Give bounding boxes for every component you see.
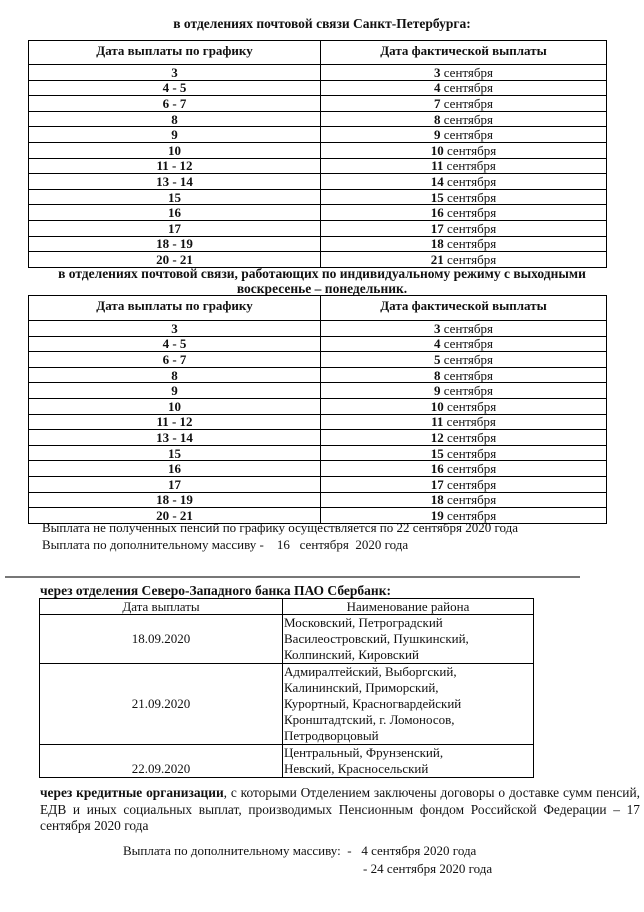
actual-date-cell <box>321 189 607 205</box>
actual-day: 8 <box>434 111 441 127</box>
table-row <box>40 664 534 745</box>
actual-day: 3 <box>434 320 441 336</box>
table-row <box>29 352 607 368</box>
actual-day: 15 <box>430 445 444 461</box>
scheduled-date-cell: 20 - 21 <box>29 252 321 268</box>
actual-month: сентября <box>447 205 497 221</box>
actual-day: 18 <box>430 492 444 508</box>
table-row <box>29 220 607 236</box>
header-payment-date: Дата выплаты <box>40 599 283 615</box>
actual-date-cell <box>321 414 607 430</box>
actual-month: сентября <box>447 445 497 461</box>
actual-date-cell <box>321 220 607 236</box>
actual-date-cell <box>321 352 607 368</box>
actual-day: 16 <box>430 461 444 477</box>
table-row <box>29 205 607 221</box>
scheduled-date-cell: 8 <box>29 367 321 383</box>
payment-date-cell: 18.09.2020 <box>40 615 283 664</box>
scheduled-date-cell: 15 <box>29 189 321 205</box>
actual-day: 4 <box>434 80 441 96</box>
actual-day: 12 <box>430 429 444 445</box>
actual-date-cell <box>321 158 607 174</box>
actual-date-cell <box>321 445 607 461</box>
actual-month: сентября <box>443 351 493 367</box>
actual-month: сентября <box>446 158 496 174</box>
table-row <box>29 398 607 414</box>
table-row <box>29 476 607 492</box>
actual-day: 11 <box>431 414 444 430</box>
header-actual-date: Дата фактической выплаты <box>321 41 607 65</box>
actual-date-cell <box>321 383 607 399</box>
table-row <box>29 321 607 337</box>
actual-month: сентября <box>447 142 497 158</box>
table-row <box>29 189 607 205</box>
unreceived-pensions-note: Выплата не полученных пенсий по графику осуществляется по 22 сентября 2020 года <box>42 520 519 535</box>
actual-date-cell <box>321 430 607 446</box>
table-row <box>29 252 607 268</box>
actual-date-cell <box>321 476 607 492</box>
actual-date-cell <box>321 252 607 268</box>
district-line: Московский, Петроградский <box>284 615 443 630</box>
scheduled-date-cell: 3 <box>29 65 321 81</box>
scheduled-date-cell: 4 - 5 <box>29 336 321 352</box>
table-row <box>29 80 607 96</box>
actual-month: сентября <box>447 220 497 236</box>
district-line: Курортный, Красногвардейский <box>284 696 462 711</box>
table-row <box>29 65 607 81</box>
actual-day: 9 <box>434 383 441 399</box>
actual-day: 18 <box>430 236 444 252</box>
section3-title: через отделения Северо-Западного банка ПАО Сбербанк: <box>40 583 391 598</box>
header-scheduled-date: Дата выплаты по графику <box>29 41 321 65</box>
actual-day: 10 <box>430 142 444 158</box>
payment-date-cell: 21.09.2020 <box>40 664 283 745</box>
actual-month: сентября <box>447 398 497 414</box>
table-row <box>29 158 607 174</box>
scheduled-date-cell: 16 <box>29 205 321 221</box>
actual-day: 19 <box>430 507 444 523</box>
actual-date-cell <box>321 65 607 81</box>
district-line: Колпинский, Кировский <box>284 647 419 662</box>
actual-date-cell <box>321 236 607 252</box>
actual-month: сентября <box>447 476 497 492</box>
actual-month: сентября <box>443 336 493 352</box>
actual-month: сентября <box>443 367 493 383</box>
actual-month: сентября <box>443 95 493 111</box>
actual-month: сентября <box>447 461 497 477</box>
actual-day: 5 <box>434 351 441 367</box>
actual-date-cell <box>321 398 607 414</box>
actual-day: 16 <box>430 205 444 221</box>
actual-day: 7 <box>434 95 441 111</box>
actual-date-cell <box>321 127 607 143</box>
district-line: Калининский, Приморский, <box>284 680 439 695</box>
payment-date-cell: 22.09.2020 <box>40 745 283 778</box>
actual-day: 3 <box>434 64 441 80</box>
additional-array-line2: - 24 сентября 2020 года <box>363 861 493 876</box>
district-line: Невский, Красносельский <box>284 761 429 776</box>
scheduled-date-cell: 13 - 14 <box>29 174 321 190</box>
actual-day: 10 <box>430 398 444 414</box>
scheduled-date-cell: 4 - 5 <box>29 80 321 96</box>
credit-organizations-lead: через кредитные организации <box>40 785 224 800</box>
table-header-row <box>29 41 607 65</box>
actual-day: 15 <box>430 189 444 205</box>
section2-title-line1: в отделениях почтовой связи, работающих по индивидуальному режиму с выходными <box>58 266 586 281</box>
additional-array-note: Выплата по дополнительному массиву - 16 сентября 2020 года <box>42 537 409 552</box>
table-row <box>29 96 607 112</box>
scheduled-date-cell: 8 <box>29 111 321 127</box>
actual-date-cell <box>321 492 607 508</box>
table-row <box>29 174 607 190</box>
actual-month: сентября <box>443 127 493 143</box>
district-line: Петродворцовый <box>284 728 379 743</box>
table-row <box>29 383 607 399</box>
table-header-row <box>40 599 534 615</box>
actual-month: сентября <box>443 320 493 336</box>
actual-month: сентября <box>447 429 497 445</box>
actual-date-cell <box>321 336 607 352</box>
table-row <box>29 414 607 430</box>
actual-day: 14 <box>430 173 444 189</box>
scheduled-date-cell: 18 - 19 <box>29 492 321 508</box>
districts-cell <box>283 664 534 745</box>
section1-title: в отделениях почтовой связи Санкт-Петербурга: <box>173 16 471 31</box>
actual-month: сентября <box>446 414 496 430</box>
scheduled-date-cell: 9 <box>29 127 321 143</box>
districts-cell <box>283 615 534 664</box>
scheduled-date-cell: 16 <box>29 461 321 477</box>
credit-organizations-text: , с которыми Отделением заключены договоры о доставке сумм пенсий, ЕДВ и иных социальных выплат, производимых Пенсионным фондом Российской Федерации – 17 сентября 2020 года <box>40 785 640 833</box>
actual-date-cell <box>321 80 607 96</box>
table-row <box>29 336 607 352</box>
table-row <box>40 615 534 664</box>
actual-date-cell <box>321 174 607 190</box>
actual-month: сентября <box>447 507 497 523</box>
table-row <box>29 367 607 383</box>
table-row <box>29 492 607 508</box>
actual-month: сентября <box>443 111 493 127</box>
actual-date-cell <box>321 367 607 383</box>
actual-date-cell <box>321 205 607 221</box>
district-line: Адмиралтейский, Выборгский, <box>284 664 457 679</box>
actual-month: сентября <box>447 189 497 205</box>
actual-date-cell <box>321 96 607 112</box>
table-row <box>29 111 607 127</box>
scheduled-date-cell: 20 - 21 <box>29 508 321 524</box>
scheduled-date-cell: 6 - 7 <box>29 96 321 112</box>
actual-month: сентября <box>443 383 493 399</box>
district-line: Центральный, Фрунзенский, <box>284 745 444 760</box>
actual-date-cell <box>321 461 607 477</box>
section-divider <box>5 576 580 578</box>
districts-cell <box>283 745 534 778</box>
table-row <box>29 127 607 143</box>
scheduled-date-cell: 13 - 14 <box>29 430 321 446</box>
scheduled-date-cell: 17 <box>29 220 321 236</box>
table-header-row <box>29 296 607 321</box>
actual-month: сентября <box>447 173 497 189</box>
actual-day: 11 <box>431 158 444 174</box>
district-line: Василеостровский, Пушкинский, <box>284 631 469 646</box>
post-office-schedule-table <box>28 40 607 268</box>
table-row <box>29 461 607 477</box>
scheduled-date-cell: 18 - 19 <box>29 236 321 252</box>
table-row <box>40 745 534 778</box>
sberbank-schedule-table <box>39 598 534 778</box>
scheduled-date-cell: 6 - 7 <box>29 352 321 368</box>
actual-day: 21 <box>430 251 444 267</box>
scheduled-date-cell: 11 - 12 <box>29 414 321 430</box>
actual-month: сентября <box>443 64 493 80</box>
table-row <box>29 445 607 461</box>
actual-day: 17 <box>430 476 444 492</box>
actual-day: 17 <box>430 220 444 236</box>
scheduled-date-cell: 9 <box>29 383 321 399</box>
scheduled-date-cell: 11 - 12 <box>29 158 321 174</box>
section2-title-line2: воскресенье – понедельник. <box>236 281 408 296</box>
actual-month: сентября <box>447 236 497 252</box>
table-row <box>29 430 607 446</box>
actual-date-cell <box>321 321 607 337</box>
scheduled-date-cell: 10 <box>29 142 321 158</box>
credit-organizations-paragraph <box>40 785 640 835</box>
header-scheduled-date: Дата выплаты по графику <box>29 296 321 321</box>
district-line: Кронштадтский, г. Ломоносов, <box>284 712 455 727</box>
scheduled-date-cell: 15 <box>29 445 321 461</box>
scheduled-date-cell: 17 <box>29 476 321 492</box>
actual-month: сентября <box>447 492 497 508</box>
actual-date-cell <box>321 111 607 127</box>
actual-day: 8 <box>434 367 441 383</box>
additional-array-line1: Выплата по дополнительному массиву: - 4 сентября 2020 года <box>123 843 477 858</box>
header-actual-date: Дата фактической выплаты <box>321 296 607 321</box>
actual-day: 9 <box>434 127 441 143</box>
individual-mode-schedule-table <box>28 295 607 524</box>
actual-day: 4 <box>434 336 441 352</box>
scheduled-date-cell: 10 <box>29 398 321 414</box>
table-row <box>29 142 607 158</box>
table-row <box>29 236 607 252</box>
actual-month: сентября <box>447 251 497 267</box>
scheduled-date-cell: 3 <box>29 321 321 337</box>
actual-date-cell <box>321 142 607 158</box>
header-district-name: Наименование района <box>283 599 534 615</box>
actual-month: сентября <box>443 80 493 96</box>
